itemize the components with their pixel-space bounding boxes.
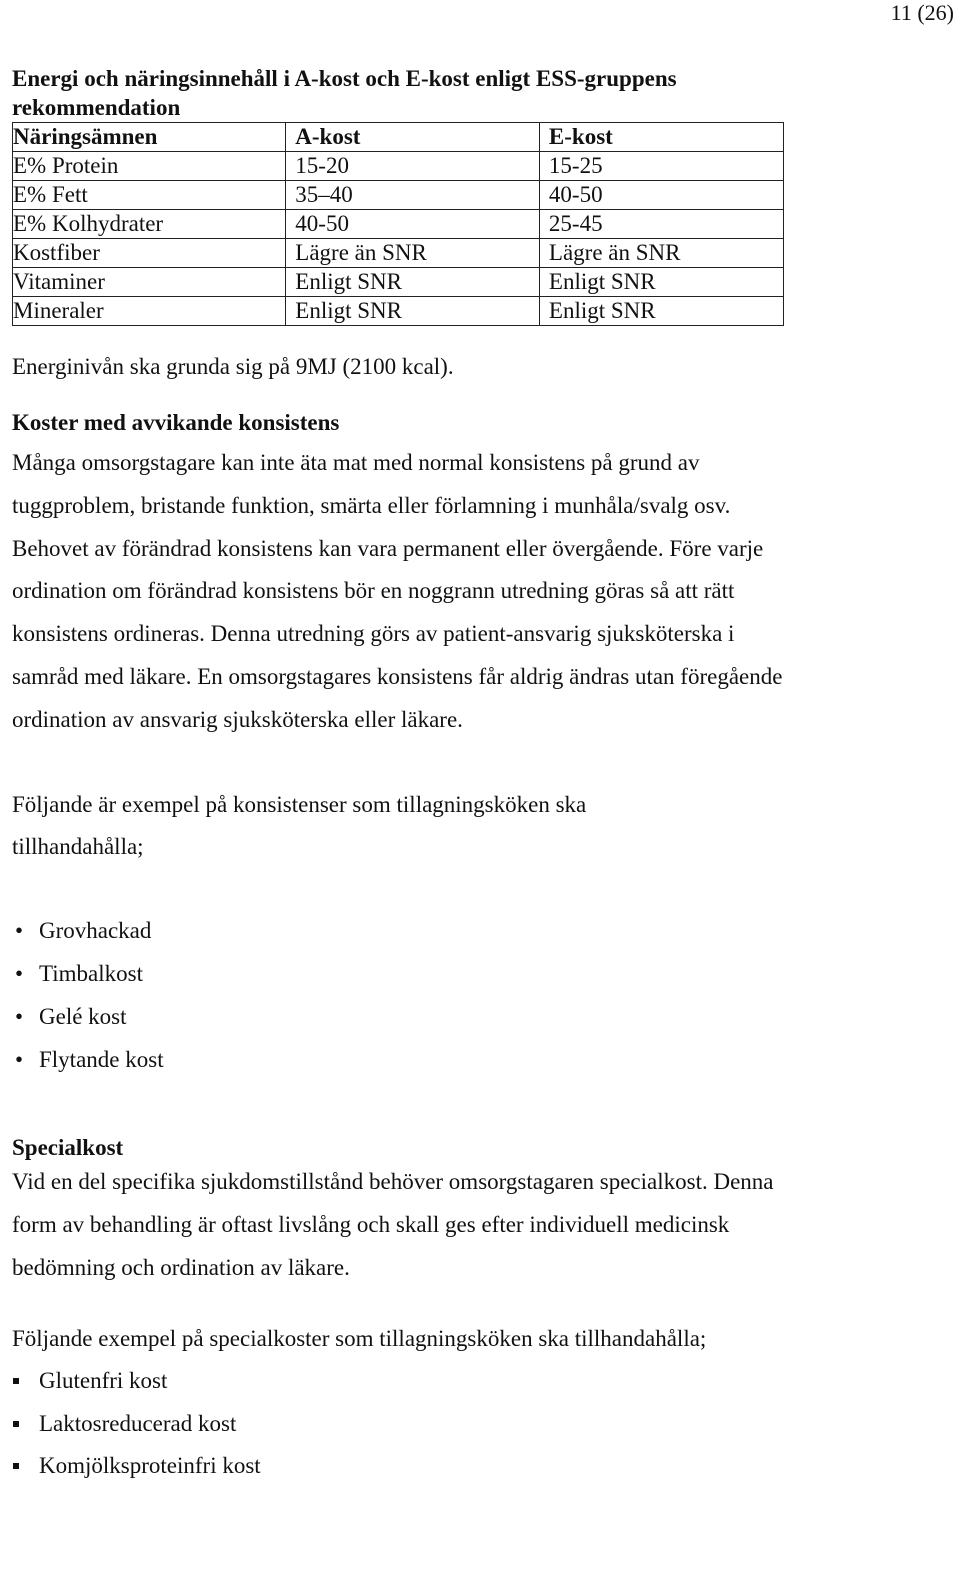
- table-row: [13, 239, 784, 268]
- table-header-cell: Näringsämnen: [13, 123, 286, 152]
- table-cell: 35–40: [286, 181, 540, 210]
- table-cell: 40-50: [286, 210, 540, 239]
- page-number: 11 (26): [890, 0, 954, 25]
- table-row: [13, 210, 784, 239]
- table-cell: E% Fett: [13, 181, 286, 210]
- table-cell: Enligt SNR: [286, 297, 540, 326]
- square-bullet-icon: [13, 1378, 19, 1384]
- table-cell: Vitaminer: [13, 268, 286, 297]
- table-cell: 25-45: [539, 210, 783, 239]
- table-cell: Enligt SNR: [286, 268, 540, 297]
- table-row: [13, 181, 784, 210]
- energy-note: Energinivån ska grunda sig på 9MJ (2100 kcal).: [12, 354, 454, 379]
- table-cell: Mineraler: [13, 297, 286, 326]
- table-header-cell: A-kost: [286, 123, 540, 152]
- special-list: [12, 1360, 912, 1488]
- table-header-row: [13, 123, 784, 152]
- bullet-icon: •: [14, 918, 24, 944]
- list-item-label: Grovhackad: [39, 918, 152, 944]
- list-item-label: Timbalkost: [39, 961, 143, 987]
- table-title: Energi och näringsinnehåll i A-kost och E-kost enligt ESS-gruppens rekommendation: [12, 66, 677, 120]
- consistency-heading: Koster med avvikande konsistens: [12, 410, 340, 435]
- table-cell: Lägre än SNR: [539, 239, 783, 268]
- consistency-examples-intro: Följande är exempel på konsistenser som tillagningsköken ska tillhandahålla;: [12, 791, 587, 860]
- bullet-icon: •: [14, 1004, 24, 1030]
- table-cell: Lägre än SNR: [286, 239, 540, 268]
- document-body: [12, 64, 912, 1488]
- table-cell: 40-50: [539, 181, 783, 210]
- list-item-label: Gelé kost: [39, 1004, 127, 1030]
- table-cell: Enligt SNR: [539, 297, 783, 326]
- list-item: [12, 1360, 912, 1403]
- square-bullet-icon: [13, 1463, 19, 1469]
- table-header-cell: E-kost: [539, 123, 783, 152]
- square-bullet-icon: [13, 1421, 19, 1427]
- list-item: [12, 995, 912, 1038]
- table-cell: E% Protein: [13, 152, 286, 181]
- table-cell: Enligt SNR: [539, 268, 783, 297]
- table-cell: E% Kolhydrater: [13, 210, 286, 239]
- special-heading: Specialkost: [12, 1135, 124, 1161]
- list-item-label: Flytande kost: [39, 1047, 164, 1073]
- list-item-label: Laktosreducerad kost: [39, 1410, 237, 1436]
- list-item-label: Komjölksproteinfri kost: [39, 1453, 261, 1479]
- special-examples-intro: Följande exempel på specialkoster som tillagningsköken ska tillhandahålla;: [12, 1325, 707, 1351]
- list-item: [12, 1403, 912, 1446]
- consistency-list: [12, 909, 912, 1081]
- table-cell: 15-25: [539, 152, 783, 181]
- bullet-icon: •: [14, 1047, 24, 1073]
- table-row: [13, 297, 784, 326]
- list-item: [12, 952, 912, 995]
- table-cell: 15-20: [286, 152, 540, 181]
- bullet-icon: •: [14, 961, 24, 987]
- table-cell: Kostfiber: [13, 239, 286, 268]
- list-item: [12, 1038, 912, 1081]
- table-row: [13, 152, 784, 181]
- list-item-label: Glutenfri kost: [39, 1368, 168, 1394]
- table-row: [13, 268, 784, 297]
- list-item: [12, 1445, 912, 1488]
- special-paragraph: Vid en del specifika sjukdomstillstånd behöver omsorgstagaren specialkost. Denna form av behandling är oftast livslång och skall ges efter individuell medicinsk bedömning och ordination av läkare.: [12, 1169, 774, 1280]
- nutrition-table: [12, 122, 784, 326]
- consistency-paragraph: Många omsorgstagare kan inte äta mat med normal konsistens på grund av tuggproblem, bristande funktion, smärta eller förlamning i munhåla/svalg osv. Behovet av förändrad konsistens kan vara permanent eller övergående. Före varje ordination om förändrad konsistens bör en noggrann utredning göras så att rätt konsistens ordineras. Denna utredning görs av patient-ansvarig sjuksköterska i samråd med läkare. En omsorgstagares konsistens får aldrig ändras utan föregående ordination av ansvarig sjuksköterska eller läkare.: [12, 450, 783, 732]
- list-item: [12, 909, 912, 952]
